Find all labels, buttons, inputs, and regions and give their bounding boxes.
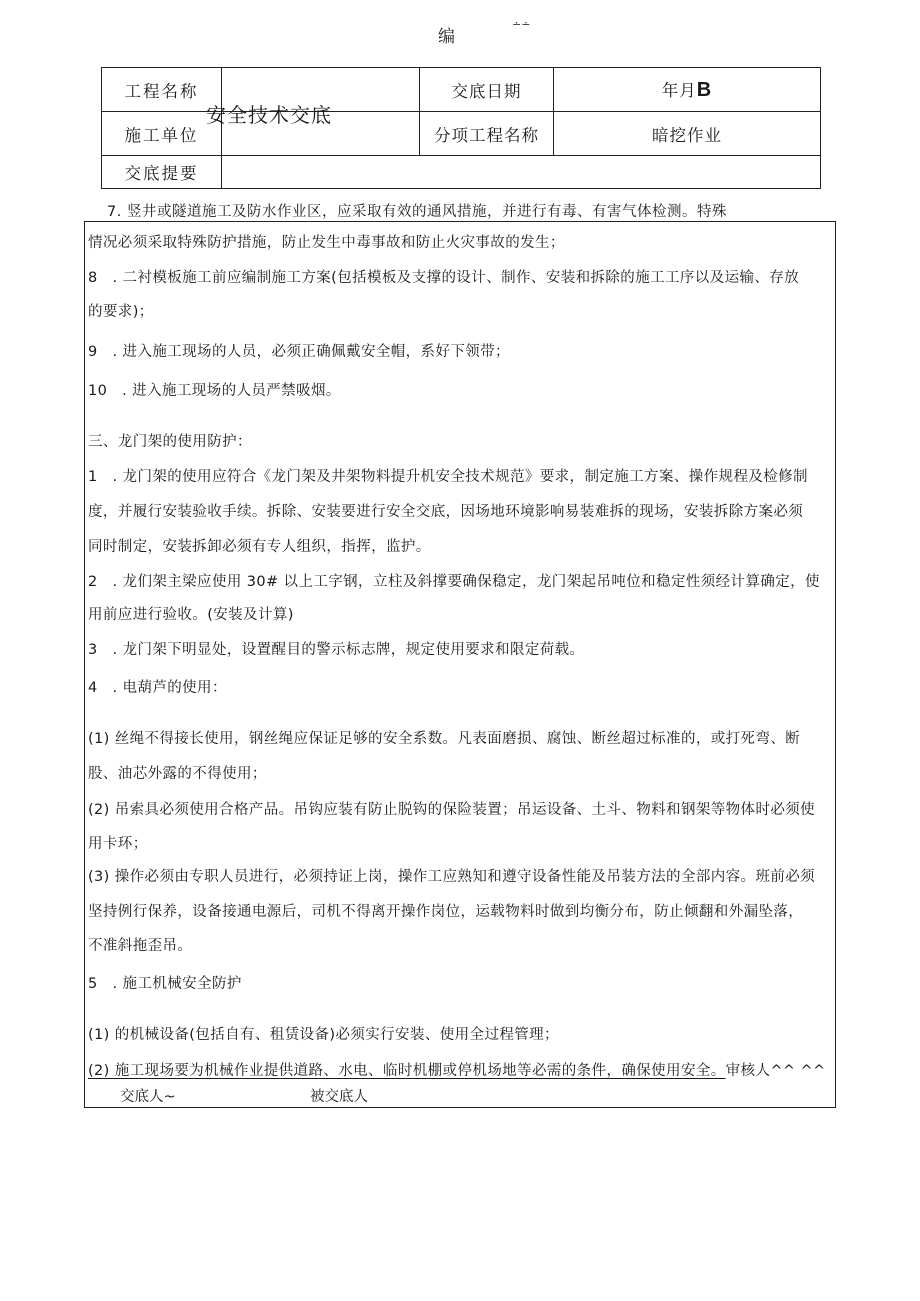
document-title: 安全技术交底 bbox=[206, 103, 332, 127]
content-line: (1) 的机械设备(包括自有、租赁设备)必须实行安装、使用全过程管理； bbox=[88, 1027, 559, 1043]
content-line: 的要求)； bbox=[88, 304, 154, 320]
content-line: 3 . 龙门架下明显处，设置醒目的警示标志牌，规定使用要求和限定荷载。 bbox=[88, 642, 585, 658]
date-value bbox=[554, 68, 821, 112]
content-line: 4 . 电葫芦的使用： bbox=[88, 680, 227, 696]
item-7-line: 7. 竖井或隧道施工及防水作业区，应采取有效的通风措施，并进行有毒、有害气体检测。特殊 bbox=[107, 204, 727, 220]
content-box bbox=[84, 221, 836, 1108]
summary-label: 交底提要 bbox=[102, 156, 222, 189]
receiver-label: 被交底人 bbox=[310, 1089, 368, 1105]
content-line: 8 . 二衬模板施工前应编制施工方案(包括模板及支撑的设计、制作、安装和拆除的施工工序以及运输、存放 bbox=[88, 270, 800, 286]
signature-row bbox=[120, 1085, 368, 1106]
content-line: 同时制定，安装拆卸必须有专人组织，指挥，监护。 bbox=[88, 539, 431, 555]
unit-label: 施工单位 bbox=[102, 112, 222, 156]
date-label: 交底日期 bbox=[420, 68, 554, 112]
content-line bbox=[88, 1054, 826, 1088]
content-line: 情况必须采取特殊防护措施，防止发生中毒事故和防止火灾事故的发生； bbox=[88, 235, 565, 251]
content-line: 度，并履行安装验收手续。拆除、安装要进行安全交底，因场地环境影响易装难拆的现场，安装拆除方案必须 bbox=[88, 504, 804, 520]
content-line: (1) 丝绳不得接长使用，钢丝绳应保证足够的安全系数。凡表面磨损、腐蚀、断丝超过标准的，或打死弯、断 bbox=[88, 731, 801, 747]
header-mark-small: ∸∸ bbox=[512, 18, 531, 31]
content-line: 用卡环； bbox=[88, 836, 148, 852]
content-line: 不准斜拖歪吊。 bbox=[88, 938, 193, 954]
content-line: 9 . 进入施工现场的人员，必须正确佩戴安全帽，系好下领带； bbox=[88, 344, 510, 360]
presenter-label: 交底人~ bbox=[120, 1089, 176, 1105]
content-line: 股、油芯外露的不得使用； bbox=[88, 766, 267, 782]
content-line: (2) 吊索具必须使用合格产品。吊钩应装有防止脱钩的保险装置；吊运设备、土斗、物料和钢架等物体时必须使 bbox=[88, 802, 816, 818]
header-mark: 编 bbox=[438, 27, 456, 47]
project-name-label: 工程名称 bbox=[102, 68, 222, 112]
info-table bbox=[101, 67, 821, 189]
content-line: 1 . 龙门架的使用应符合《龙门架及井架物料提升机安全技术规范》要求，制定施工方案、操作规程及检修制 bbox=[88, 469, 808, 485]
summary-value bbox=[222, 156, 821, 189]
reviewer-label: 审核人^^ ^^ bbox=[725, 1063, 826, 1079]
sub-project-value: 暗挖作业 bbox=[554, 112, 821, 156]
content-line-underlined: (2) 施工现场要为机械作业提供道路、水电、临时机棚或停机场地等必需的条件，确保使用安全。 bbox=[88, 1063, 726, 1079]
content-line: 坚持例行保养，设备接通电源后，司机不得离开操作岗位，运载物料时做到均衡分布，防止倾翻和外漏坠落， bbox=[88, 904, 804, 920]
content-line: 用前应进行验收。(安装及计算) bbox=[88, 607, 294, 623]
section-heading: 三、龙门架的使用防护： bbox=[88, 434, 252, 450]
date-value-b: B bbox=[696, 79, 713, 101]
content-line: (3) 操作必须由专职人员进行，必须持证上岗，操作工应熟知和遵守设备性能及吊装方法的全部内容。班前必须 bbox=[88, 869, 816, 885]
sub-project-label: 分项工程名称 bbox=[420, 112, 554, 156]
date-value-prefix: 年月 bbox=[661, 81, 697, 100]
content-line: 2 . 龙们架主梁应使用 30# 以上工字钢，立柱及斜撑要确保稳定，龙门架起吊吨位和稳定性须经计算确定，使 bbox=[88, 574, 820, 590]
content-line: 5 . 施工机械安全防护 bbox=[88, 976, 242, 992]
content-line: 10 . 进入施工现场的人员严禁吸烟。 bbox=[88, 383, 341, 399]
